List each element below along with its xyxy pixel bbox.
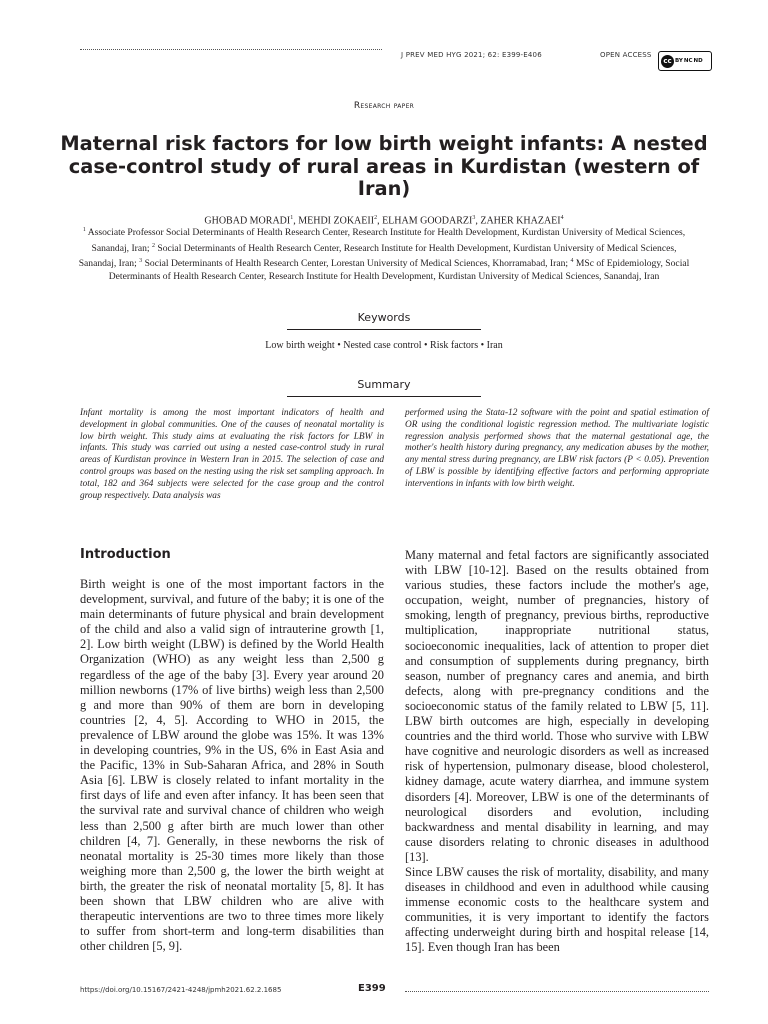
cc-by-label: BY bbox=[675, 58, 683, 64]
header-dotted-rule bbox=[80, 49, 382, 50]
introduction-heading: Introduction bbox=[80, 547, 171, 562]
affiliation-text: Associate Professor Social Determinants of Health Research Center, Research Institute for Health Development, Kurdistan University of Medical Sciences, Sanandaj, Iran; bbox=[87, 227, 686, 254]
affiliation-sup: 3 bbox=[139, 258, 143, 265]
doi-link[interactable]: https://doi.org/10.15167/2421-4248/jpmh2021.62.2.1685 bbox=[80, 986, 282, 994]
creative-commons-license-badge[interactable] bbox=[658, 51, 712, 71]
introduction-right-column bbox=[405, 548, 709, 956]
summary-rule bbox=[287, 396, 481, 397]
journal-reference: J PREV MED HYG 2021; 62: E399-E406 bbox=[401, 51, 542, 59]
summary-right-column bbox=[405, 408, 709, 491]
keyword: Iran bbox=[486, 340, 503, 351]
affiliation-text: MSc of Epidemiology, Social Determinants of Health Research Center, Research Institute for Health Development, Kurdistan University of Medical Sciences, Sanandaj, Iran bbox=[108, 258, 690, 282]
keyword: Nested case control bbox=[343, 340, 422, 351]
cc-nc-label: NC bbox=[683, 58, 693, 64]
author-sup: 1 bbox=[290, 215, 294, 221]
body-paragraph: Birth weight is one of the most important factors in the development, survival, and future of the baby; it is one of the main determinants of future physical and brain development of the child and also a valid sign of intrauterine growth [1, 2]. Low birth weight (LBW) is defined by the World Health Organization (WHO) as any weight less than 2,500 g regardless of the age of the baby [3]. Every year around 20 million newborns (17% of live births) weigh less than 2,500 g and more than 90% of them are born in developing countries [2, 4, 5]. According to WHO in 2015, the prevalence of LBW around the globe was 15%. It was 13% in developing countries, 9% in the US, 6% in East Asia and the Pacific, 13% in Sub-Saharan Africa, and 28% in South Asia [6]. LBW is closely related to infant mortality in the first days of life and even after infancy. It has been seen that the survival rate and survival chance of children who weigh less than 2,500 g after birth are much lower than other children [4, 7]. Generally, in these newborns the risk of neonatal mortality is 25-30 times more likely than those weighing more than 2,500 g, the lower the birth weight at birth, the greater the risk of neonatal mortality [5, 8]. It has been shown that LBW children who are alive with therapeutic interventions are two to three times more likely to suffer from short-term and long-term disabilities than other children [5, 9]. bbox=[80, 577, 384, 954]
cc-icon: cc bbox=[661, 55, 674, 68]
author-name: ZAHER KHAZAEI bbox=[480, 215, 561, 227]
author-sup: 4 bbox=[560, 215, 564, 221]
affiliation-sup: 1 bbox=[82, 227, 86, 233]
author-list: GHOBAD MORADI$^1$, MEHDI ZOKAEII$^2$, ELHAM GOODARZI$^3$, ZAHER KHAZAEI$^4$ bbox=[204, 215, 564, 227]
summary-text: performed using the Stata-12 software with the point and spatial estimation of OR using the conditional logistic regression method. The multivariate logistic regression analysis performed shows that the maternal gestational age, the mother's health history during pregnancy, any medication abuses by the mother, any mental stress during pregnancy, are LBW risk factors (P < 0.05). Prevention of LBW is possible by identifying effective factors and performing appropriate interventions in infants with low birth weight. bbox=[405, 408, 709, 489]
cc-nd-label: ND bbox=[693, 58, 703, 64]
author-sup: 3 bbox=[472, 215, 476, 221]
author-name: MEHDI ZOKAEII bbox=[298, 215, 375, 227]
keyword: Risk factors bbox=[430, 340, 479, 351]
keywords-rule bbox=[287, 329, 481, 330]
page-number: E399 bbox=[358, 983, 386, 994]
article-title: Maternal risk factors for low birth weight infants: A nested case-control study of rural areas in Kurdistan (western of Iran) bbox=[60, 132, 708, 200]
open-access-label: OPEN ACCESS bbox=[600, 51, 652, 59]
summary-text: Infant mortality is among the most important indicators of health and development in global communities. One of the causes of neonatal mortality is low birth weight. This study aims at evaluating the risk factors for LBW in infants. This study was carried out using a nested case-control study in rural areas of Kurdistan province in Western Iran in 2015. The selection of case and control groups was based on the nesting using the risk set sampling approach. In total, 182 and 364 subjects were selected for the case group and the control group respectively. Data analysis was bbox=[80, 408, 384, 501]
introduction-left-column bbox=[80, 577, 384, 954]
affiliation-text: Social Determinants of Health Research Center, Lorestan University of Medical Sciences, Khorramabad, Iran; bbox=[144, 258, 569, 270]
keywords-list: Low birth weight • Nested case control • Risk factors • Iran bbox=[265, 340, 503, 351]
keyword: Low birth weight bbox=[265, 340, 335, 351]
author-name: GHOBAD MORADI bbox=[204, 215, 291, 227]
affiliation-sup: 2 bbox=[151, 242, 155, 249]
affiliation-sup: 4 bbox=[570, 258, 574, 265]
affiliations bbox=[72, 224, 696, 283]
author-name: ELHAM GOODARZI bbox=[382, 215, 473, 227]
body-paragraph: Many maternal and fetal factors are significantly associated with LBW [10-12]. Based on the results obtained from various studies, these factors include the mother's age, occupation, weight, number of pregnancies, history of smoking, length of pregnancy, previous births, reproductive multiplication, inappropriate nutritional status, socioeconomic inequalities, lack of attention to proper diet and consumption of supplements during pregnancy, birth season, number of pregnancy cares and anemia, and birth defects, along with pre-pregnancy conditions and the socioeconomic status of the family related to LBW [5, 11]. LBW birth outcomes are high, especially in developing countries and the third world. Those who survive with LBW have cognitive and neurologic disorders as well as increased risk of hypertension, pulmonary disease, blood cholesterol, kidney damage, acute watery diarrhea, and immune system disorders [4]. Moreover, LBW is one of the determinants of neurological disorders and evolution, including backwardness and mental disability in learning, and may cause disorders relating to chronic diseases in adulthood [13]. bbox=[405, 548, 709, 864]
article-type: Research paper bbox=[353, 101, 415, 111]
affiliation-block bbox=[72, 224, 696, 283]
summary-left-column bbox=[80, 408, 384, 502]
affiliation-text: Social Determinants of Health Research Center, Research Institute for Health Development, Kurdistan University of Medical Sciences, Sanandaj, Iran; bbox=[78, 242, 677, 270]
body-paragraph: Since LBW causes the risk of mortality, disability, and many diseases in childhood and even in adulthood while causing immense economic costs to the healthcare system and communities, it is very important to identify the factors affecting underweight during birth and hospital release [14, 15]. Even though Iran has been bbox=[405, 864, 709, 955]
summary-heading: Summary bbox=[357, 378, 411, 391]
keywords-heading: Keywords bbox=[357, 311, 411, 324]
footer-dotted-rule bbox=[405, 991, 709, 992]
author-sup: 2 bbox=[374, 215, 378, 221]
